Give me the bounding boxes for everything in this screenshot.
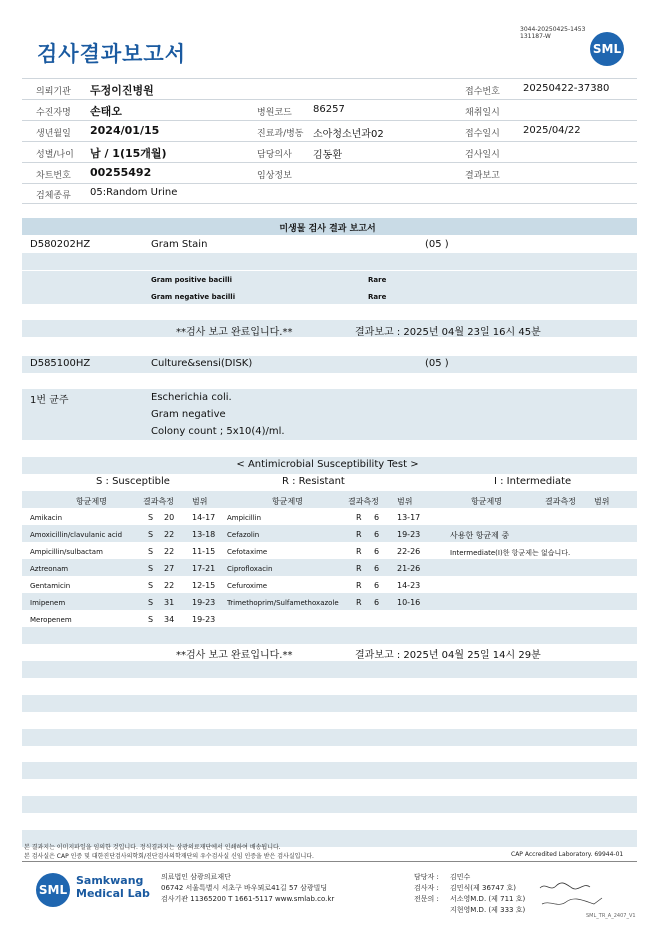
- ast-mid-val: 6: [374, 513, 380, 522]
- receipt-no-value: 20250422-37380: [523, 83, 610, 94]
- gram-negative-value: Rare: [368, 293, 387, 301]
- ast-note-2: Intermediate(I)한 항균제는 없습니다.: [450, 549, 571, 557]
- chart-value: 00255492: [90, 166, 152, 179]
- ast-mid-res: R: [356, 581, 362, 590]
- doc-code-2: 131187-W: [520, 33, 551, 40]
- ast-mid-res: R: [356, 547, 362, 556]
- ast-mid-drug: Ciprofloxacin: [227, 565, 273, 573]
- notice-1: 본 결과지는 이미지파일을 임의한 것입니다. 정식결과지는 삼광의료재단에서 인쇄하여 배송됩니다.: [24, 844, 281, 851]
- brand-name: [76, 874, 150, 900]
- ast-left-val: 27: [164, 564, 175, 573]
- ast-mid-val: 6: [374, 530, 380, 539]
- signature-image: [538, 878, 608, 912]
- report-label: 결과보고: [465, 171, 500, 181]
- test1-name: Gram Stain: [151, 239, 208, 250]
- legend-susceptible: S : Susceptible: [96, 476, 170, 487]
- ast-left-res: S: [148, 547, 154, 556]
- expert-label: 전문의 :: [414, 895, 439, 903]
- gram-positive-value: Rare: [368, 276, 387, 284]
- ast-left-drug: Imipenem: [30, 599, 66, 607]
- ast-mid-val: 6: [374, 581, 380, 590]
- hospital-label: 의뢰기관: [36, 87, 71, 97]
- ast-mid-drug: Cefuroxime: [227, 582, 268, 590]
- ast-left-res: S: [148, 615, 154, 624]
- doc-code-1: 3044-20250425-1453: [520, 26, 586, 33]
- ast-mid-val: 6: [374, 564, 380, 573]
- ast-left-val: 22: [164, 547, 175, 556]
- col-result-1: 결과측정: [143, 497, 174, 506]
- sex-label: 성별/나이: [36, 150, 74, 160]
- ast-left-res: S: [148, 530, 154, 539]
- organism-name: Escherichia coli.: [151, 392, 232, 403]
- sex-value: 남 / 1(15개월): [90, 147, 167, 160]
- dob-value: 2024/01/15: [90, 124, 160, 137]
- report-time-2: 결과보고 : 2025년 04월 25일 14시 29분: [355, 650, 541, 661]
- report-done-1: **검사 보고 완료입니다.**: [176, 327, 293, 338]
- col-result-2: 결과측정: [348, 497, 379, 506]
- ast-mid-drug: Trimethoprim/Sulfamethoxazole: [227, 599, 339, 607]
- ast-left-range: 12-15: [192, 581, 216, 590]
- expert-value-1: 서소영M.D. (제 711 호): [450, 895, 526, 903]
- receipt-date-label: 접수일시: [465, 129, 500, 139]
- sml-logo: SML: [590, 32, 624, 66]
- cap-accreditation: CAP Accredited Laboratory. 69944-01: [511, 851, 624, 858]
- ast-left-drug: Gentamicin: [30, 582, 71, 590]
- name-value: 손태오: [90, 105, 122, 118]
- col-drug-2: 항균제명: [272, 497, 303, 506]
- ast-mid-res: R: [356, 564, 362, 573]
- ast-left-drug: Amikacin: [30, 514, 63, 522]
- chart-label: 차트번호: [36, 171, 71, 181]
- ast-left-res: S: [148, 513, 154, 522]
- ast-mid-drug: Ampicillin: [227, 514, 262, 522]
- report-done-2: **검사 보고 완료입니다.**: [176, 650, 293, 661]
- ast-title: < Antimicrobial Susceptibility Test >: [236, 459, 419, 470]
- ast-left-val: 22: [164, 581, 175, 590]
- ast-left-res: S: [148, 581, 154, 590]
- ast-mid-drug: Cefotaxime: [227, 548, 268, 556]
- gram-positive-label: Gram positive bacilli: [151, 276, 233, 284]
- ast-left-range: 17-21: [192, 564, 216, 573]
- ast-mid-val: 6: [374, 598, 380, 607]
- gram-negative-label: Gram negative bacilli: [151, 293, 236, 301]
- test1-specimen: (05 ): [425, 239, 449, 250]
- col-result-3: 결과측정: [545, 497, 576, 506]
- test1-code: D580202HZ: [30, 239, 91, 250]
- dept-label: 진료과/병동: [257, 129, 304, 139]
- ast-left-range: 11-15: [192, 547, 216, 556]
- org-name: 의료법인 삼광의료재단: [161, 873, 231, 881]
- ast-left-range: 19-23: [192, 615, 216, 624]
- ast-mid-range: 13-17: [397, 513, 421, 522]
- ast-mid-range: 19-23: [397, 530, 421, 539]
- sml-footer-logo: SML: [36, 873, 70, 907]
- col-range-2: 범위: [397, 497, 413, 506]
- ast-left-res: S: [148, 564, 154, 573]
- manager-value: 김민수: [450, 873, 471, 881]
- org-address: 06742 서울특별시 서초구 바우뫼로41길 57 삼광빌딩: [161, 884, 328, 892]
- hospital-value: 두정이진병원: [90, 84, 154, 97]
- ast-left-range: 19-23: [192, 598, 216, 607]
- test2-name: Culture&sensi(DISK): [151, 358, 253, 369]
- ast-mid-range: 21-26: [397, 564, 421, 573]
- test2-specimen: (05 ): [425, 358, 449, 369]
- manager-label: 담당자 :: [414, 873, 439, 881]
- page-title: 검사결과보고서: [37, 42, 187, 66]
- ast-left-range: 14-17: [192, 513, 216, 522]
- ast-mid-val: 6: [374, 547, 380, 556]
- report-time-1: 결과보고 : 2025년 04월 23일 16시 45분: [355, 327, 541, 338]
- hosp-code-label: 병원코드: [257, 108, 292, 118]
- specimen-label: 검체종류: [36, 191, 71, 201]
- doctor-label: 담당의사: [257, 150, 292, 160]
- receipt-no-label: 접수번호: [465, 87, 500, 97]
- test-date-label: 검사일시: [465, 150, 500, 160]
- name-label: 수진자명: [36, 108, 71, 118]
- ast-mid-drug: Cefazolin: [227, 531, 260, 539]
- ast-left-drug: Amoxicillin/clavulanic acid: [30, 531, 123, 539]
- hosp-code-value: 86257: [313, 104, 345, 115]
- ast-left-range: 13-18: [192, 530, 216, 539]
- col-drug-3: 항균제명: [471, 497, 502, 506]
- ast-left-val: 22: [164, 530, 175, 539]
- ast-mid-range: 14-23: [397, 581, 421, 590]
- tester-value: 김민식(제 36747 호): [450, 884, 516, 892]
- ast-mid-res: R: [356, 530, 362, 539]
- notice-2: 본 검사실은 CAP 인증 및 대한진단검사의학회/진단검사의학재단의 우수검사실 신임 인증을 받은 검사실입니다.: [24, 853, 314, 860]
- ast-mid-res: R: [356, 513, 362, 522]
- dept-value: 소아청소년과02: [313, 129, 384, 140]
- test2-code: D585100HZ: [30, 358, 91, 369]
- ast-left-res: S: [148, 598, 154, 607]
- brand-line-2: Medical Lab: [76, 887, 150, 900]
- org-contact: 검사기관 11365200 T 1661-5117 www.smlab.co.kr: [161, 895, 335, 903]
- col-range-1: 범위: [192, 497, 208, 506]
- legend-resistant: R : Resistant: [282, 476, 345, 487]
- ast-mid-range: 22-26: [397, 547, 421, 556]
- colony-count: Colony count ; 5x10(4)/ml.: [151, 426, 285, 437]
- ast-mid-range: 10-16: [397, 598, 421, 607]
- ast-left-val: 31: [164, 598, 175, 607]
- section-title: 미생물 검사 결과 보고서: [279, 224, 376, 234]
- legend-intermediate: I : Intermediate: [494, 476, 572, 487]
- collect-label: 채취일시: [465, 108, 500, 118]
- ast-left-drug: Aztreonam: [30, 565, 69, 573]
- tester-label: 검사자 :: [414, 884, 439, 892]
- ast-left-drug: Meropenem: [30, 616, 72, 624]
- col-drug-1: 항균제명: [76, 497, 107, 506]
- expert-value-2: 지현영M.D. (제 333 호): [450, 906, 526, 914]
- ast-left-val: 20: [164, 513, 175, 522]
- ast-mid-res: R: [356, 598, 362, 607]
- organism-gram: Gram negative: [151, 409, 226, 420]
- colony-label: 1번 균주: [30, 395, 69, 406]
- doctor-value: 김동환: [313, 150, 342, 161]
- ast-left-val: 34: [164, 615, 175, 624]
- col-range-3: 범위: [594, 497, 610, 506]
- brand-line-1: Samkwang: [76, 874, 144, 887]
- dob-label: 생년월일: [36, 129, 71, 139]
- ast-left-drug: Ampicillin/sulbactam: [30, 548, 103, 556]
- ast-note-1: 사용한 항균제 중: [450, 531, 510, 540]
- specimen-value: 05:Random Urine: [90, 187, 178, 198]
- clinical-label: 임상정보: [257, 171, 292, 181]
- receipt-date-value: 2025/04/22: [523, 125, 581, 136]
- form-code: SML_TR_A_2407_V1: [586, 913, 636, 919]
